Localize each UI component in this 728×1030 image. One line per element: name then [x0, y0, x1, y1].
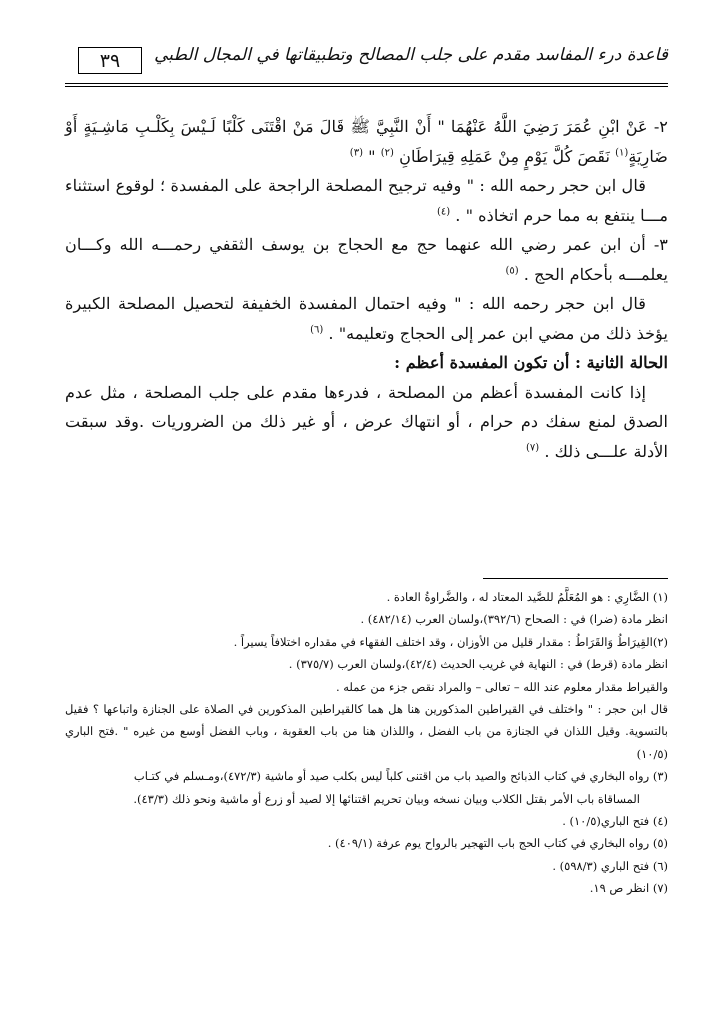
footnote-line: المساقاة باب الأمر بقتل الكلاب وبيان نسخه وبيان تحريم اقتنائها إلا لصيد أو زرع أو ماشية ونحو ذلك (٤٣/٣). [133, 791, 640, 806]
footnote-line: (٥) رواه البخاري في كتاب الحج باب التهجير بالرواح يوم عرفة (٤٠٩/١) . [327, 836, 668, 851]
page-number: ٣٩ [99, 49, 121, 72]
section-heading: الحالة الثانية : أن تكون المفسدة أعظم : [394, 353, 668, 372]
footnote-line: (٢)القِيرَاطُ وَالقَرَاطُ : مقدار قليل من الأوزان ، وقد اختلف الفقهاء في مقداره اختلافاً يسيراً . [233, 634, 668, 649]
running-title: قاعدة درء المفاسد مقدم على جلب المصالح وتطبيقاتها في المجال الطبي [154, 45, 668, 65]
footnote-ref-7: (٧) [526, 442, 540, 454]
comment-text: قال ابن حجر رحمه الله : " وفيه ترجيح المصلحة الراجحة على المفسدة ؛ لوقوع استثناء مـــا ينتفع به مما حرم اتخاذه " . [65, 176, 668, 225]
hadith-text: ٢- عَنْ ابْنِ عُمَرَ رَضِيَ اللَّهُ عَنْهُمَا " أَنْ النَّبِيَّ ﷺ قَالَ مَنْ اقْتَنَى كَلْبًا لَـيْسَ بِكَلْـبِ مَاشِـيَةٍ أَوْ ضَارِيَةٍ [65, 117, 668, 166]
ibn-hajar-comment-2 [65, 289, 668, 348]
footnote-ref-6: (٦) [310, 324, 324, 336]
footnote-line: (١) الضَّارِي : هو المُعَلَّمُ للصَّيد المعتاد له ، والضَّراوةُ العادة . [386, 590, 668, 604]
page-number-box [78, 47, 142, 74]
footnote-line: انظر مادة (قرط) في : النهاية في غريب الحديث (٤٢/٤)،ولسان العرب (٣٧٥/٧) . [288, 657, 668, 672]
footnote-ref-1: (١) [615, 147, 629, 159]
footnote-separator [483, 578, 668, 579]
example-3-paragraph [65, 230, 668, 289]
header-rule [65, 83, 668, 84]
quote-close: " [362, 146, 381, 166]
second-case-paragraph [65, 378, 668, 467]
footnote-ref-3: (٣) [349, 147, 363, 159]
footnote-line: (٤) فتح الباري(١٠/٥) . [562, 814, 668, 829]
footnote-line: (٦) فتح الباري (٥٩٨/٣) . [552, 858, 668, 873]
comment-text: قال ابن حجر رحمه الله : " وفيه احتمال المفسدة الخفيفة لتحصيل المصلحة الكبيرة يؤخذ ذلك من مضي ابن عمر إلى الحجاج وتعليمه" . [65, 294, 668, 343]
footnote-line: (٣) رواه البخاري في كتاب الذبائح والصيد باب من اقتنى كلباً ليس بكلب صيد أو ماشية (٤٧٢/٣)،ومـسلم في كتـاب [133, 769, 668, 784]
footnote-ref-4: (٤) [436, 206, 451, 218]
case-text: إذا كانت المفسدة أعظم من المصلحة ، فدرءها مقدم على جلب المصلحة ، مثل عدم الصدق لمنع سفك دم حرام ، أو انتهاك عرض ، أو غير ذلك من الضروريات .وقد سبقت الأدلة علـــى ذلك . [65, 382, 668, 461]
footnote-line: (٧) انظر ص ١٩. [589, 881, 668, 896]
example-text: ٣- أن ابن عمر رضي الله عنهما حج مع الحجاج بن يوسف الثقفي رحمـــه الله وكـــان يعلمـــه بأحكام الحج . [65, 235, 668, 284]
footnotes [65, 586, 668, 900]
footnote-line: قال ابن حجر : " واختلف في القيراطين المذكورين هنا هل هما كالقيراطين المذكورين في الصلاة على الجنازة واتباعها ؟ فقيل بالتسوية. وقيل اللذان في الجنازة من باب الفضل ، واللذان هنا من باب العقوبة ، وباب الفضل أوسع من غيره " .فتح الباري (١٠/٥) [65, 702, 668, 761]
hadith-paragraph [65, 112, 668, 171]
ibn-hajar-comment-1 [65, 171, 668, 230]
hadith-text-cont: نَقَصَ كُلَّ يَوْمٍ مِنْ عَمَلِهِ قِيرَاطَانِ [393, 146, 616, 166]
footnote-ref-5: (٥) [505, 265, 519, 277]
footnote-ref-2: (٢) [380, 147, 394, 159]
footnote-line: والقيراط مقدار معلوم عند الله – تعالى – والمراد نقص جزء من عمله . [335, 679, 668, 694]
main-text [65, 112, 668, 466]
footnote-line: انظر مادة (ضرا) في : الصحاح (٣٩٢/٦)،ولسان العرب (٤٨٢/١٤) . [360, 612, 668, 627]
header-rule-thin [65, 86, 668, 87]
